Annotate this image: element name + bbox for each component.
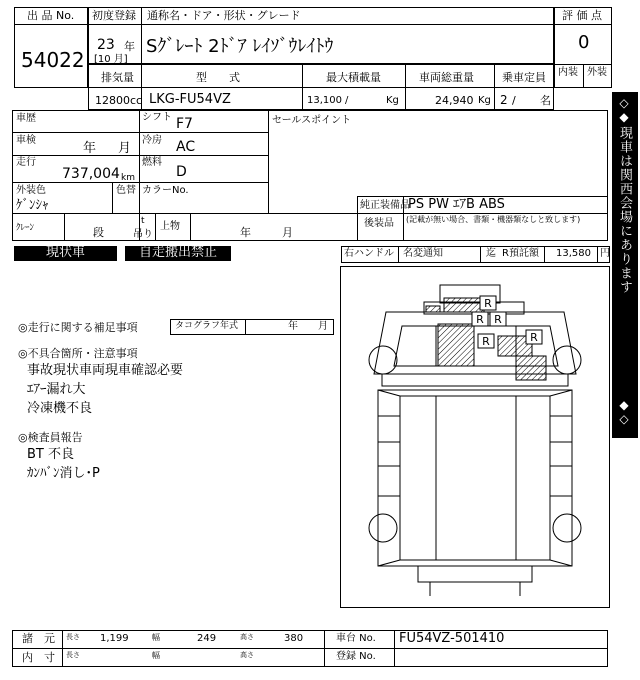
capacity-value: 2 [500, 93, 508, 107]
length-label: 長さ [66, 633, 80, 641]
shift-label: シフト [142, 112, 172, 123]
ext-color-label: 外装色 [16, 185, 46, 196]
model-name: Sｸﾞﾚｰﾄ 2ﾄﾞｱ ﾚｲｿﾞｳﾚｲﾄｳ [146, 36, 334, 57]
mileage-unit: km [121, 173, 135, 183]
int-width-label: 幅 [152, 651, 160, 660]
height-label: 高さ [240, 633, 254, 641]
no-self-drive-banner: 自走搬出禁止 [125, 246, 231, 261]
reg-year: 23 [97, 37, 115, 53]
height-value: 380 [284, 633, 304, 644]
shift-value: F7 [176, 116, 193, 132]
defect-item: 冷凍機不良 [27, 401, 93, 416]
repair-mark: R [484, 297, 492, 310]
inspection-month-unit: 月 [118, 141, 132, 156]
chassis-label: 車台 No. [336, 633, 376, 644]
capacity-unit: 名 [540, 94, 551, 107]
gross-weight-unit: Kg [478, 95, 491, 106]
after-parts-note: (記載が無い場合、書類・機器類なしと致します) [406, 215, 581, 224]
inspection-label: 車検 [16, 135, 36, 146]
displacement-value: 12800 [95, 94, 130, 107]
upper-label: 上物 [160, 221, 180, 232]
repair-mark: R [530, 331, 538, 344]
ac-value: AC [176, 139, 196, 155]
score-label: 評 価 点 [562, 9, 602, 22]
inspector-item: BT 不良 [27, 447, 74, 462]
upper-month-unit: 月 [282, 226, 293, 239]
equipment-label: 純正装備品 [360, 200, 410, 211]
tacho-month-unit: 月 [318, 321, 328, 332]
defects-label: ◎不具合箇所・注意事項 [18, 347, 138, 360]
width-label: 幅 [152, 633, 160, 642]
score-value: 0 [578, 32, 590, 53]
mileage-value: 737,004 [62, 166, 120, 182]
fuel-label: 燃料 [142, 157, 162, 168]
side-banner-top-mark: ◇◆ [617, 96, 631, 124]
repair-mark: R [494, 313, 502, 326]
capacity-slash: / [512, 94, 516, 107]
capacity-label: 乗車定員 [502, 71, 546, 84]
ac-label: 冷房 [142, 135, 162, 146]
inspector-item: ｶﾝﾊﾞﾝ消し･P [27, 466, 100, 481]
color-change-label: 色替 [116, 185, 136, 196]
int-height-label: 高さ [240, 651, 254, 659]
type-value: LKG-FU54VZ [149, 92, 231, 107]
recycle-value: 13,580 [556, 248, 591, 259]
max-load-slash: / [345, 95, 349, 106]
interior-dims-label: 内 寸 [22, 651, 55, 664]
inspector-label: ◎検査員報告 [18, 431, 83, 444]
location-side-banner [612, 92, 638, 438]
recycle-unit: 円 [600, 248, 610, 259]
lot-label: 出 品 No. [27, 9, 75, 22]
displacement-unit: cc [130, 94, 143, 107]
crane-value: 段 [93, 226, 104, 239]
displacement-label: 排気量 [101, 71, 134, 84]
lot-number: 54022 [21, 48, 85, 72]
side-banner-text: 現車は関西会場にあります [617, 126, 632, 294]
name-change-until: 迄 [486, 248, 496, 259]
model-name-label: 通称名・ドア・形状・グレード [147, 9, 301, 22]
type-label: 型 式 [196, 71, 240, 84]
steering-label: 右ハンドル [344, 248, 394, 259]
tons-label: t [141, 216, 145, 226]
chassis-value: FU54VZ-501410 [399, 631, 505, 646]
reg-number-label: 登録 No. [336, 651, 376, 662]
tacho-year-unit: 年 [288, 321, 298, 332]
exterior-score-label: 外装 [587, 67, 607, 78]
first-reg-label: 初度登録 [92, 9, 136, 22]
length-value: 1,199 [100, 633, 129, 644]
driving-notes-label: ◎走行に関する補足事項 [18, 321, 138, 334]
dims-label: 諸 元 [22, 632, 55, 645]
inspection-year-unit: 年 [83, 141, 97, 156]
after-parts-label: 後装品 [364, 218, 394, 229]
defect-item: ｴｱｰ漏れ大 [27, 382, 86, 397]
int-length-label: 長さ [66, 651, 80, 659]
max-load-unit: Kg [386, 95, 399, 106]
truck-damage-diagram [340, 266, 610, 608]
color-number-label: カラーNo. [142, 185, 189, 196]
interior-score-label: 内装 [558, 67, 578, 78]
repair-mark: R [476, 313, 484, 326]
name-change-label: 名変通知 [403, 248, 443, 259]
history-label: 車歴 [16, 113, 36, 124]
gross-weight-label: 車両総重量 [419, 71, 474, 84]
ext-color-value: ｹﾞﾝｼｬ [16, 198, 49, 213]
side-banner-bottom-mark: ◆◇ [617, 398, 631, 426]
max-load-label: 最大積載量 [326, 71, 381, 84]
reg-year-unit: 年 [124, 40, 135, 53]
width-value: 249 [197, 633, 217, 644]
max-load-value: 13,100 [307, 95, 342, 106]
repair-mark: R [482, 335, 490, 348]
mileage-label: 走行 [16, 157, 36, 168]
defect-item: 事故現状車両現車確認必要 [27, 363, 184, 378]
crane-label: ｸﾚｰﾝ [16, 223, 35, 233]
sales-point-label: セールスポイント [272, 115, 352, 126]
current-condition-banner: 現状車 [14, 246, 117, 261]
upper-year-unit: 年 [240, 226, 251, 239]
reg-month: [10 月] [94, 54, 128, 65]
fuel-value: D [176, 164, 187, 180]
tacho-label: タコグラフ年式 [175, 321, 239, 331]
recycle-label: R預託額 [502, 248, 539, 259]
suspension-label: 吊り [133, 229, 153, 240]
equipment-value: PS PW ｴｱB ABS [408, 197, 505, 212]
gross-weight-value: 24,940 [435, 94, 474, 107]
